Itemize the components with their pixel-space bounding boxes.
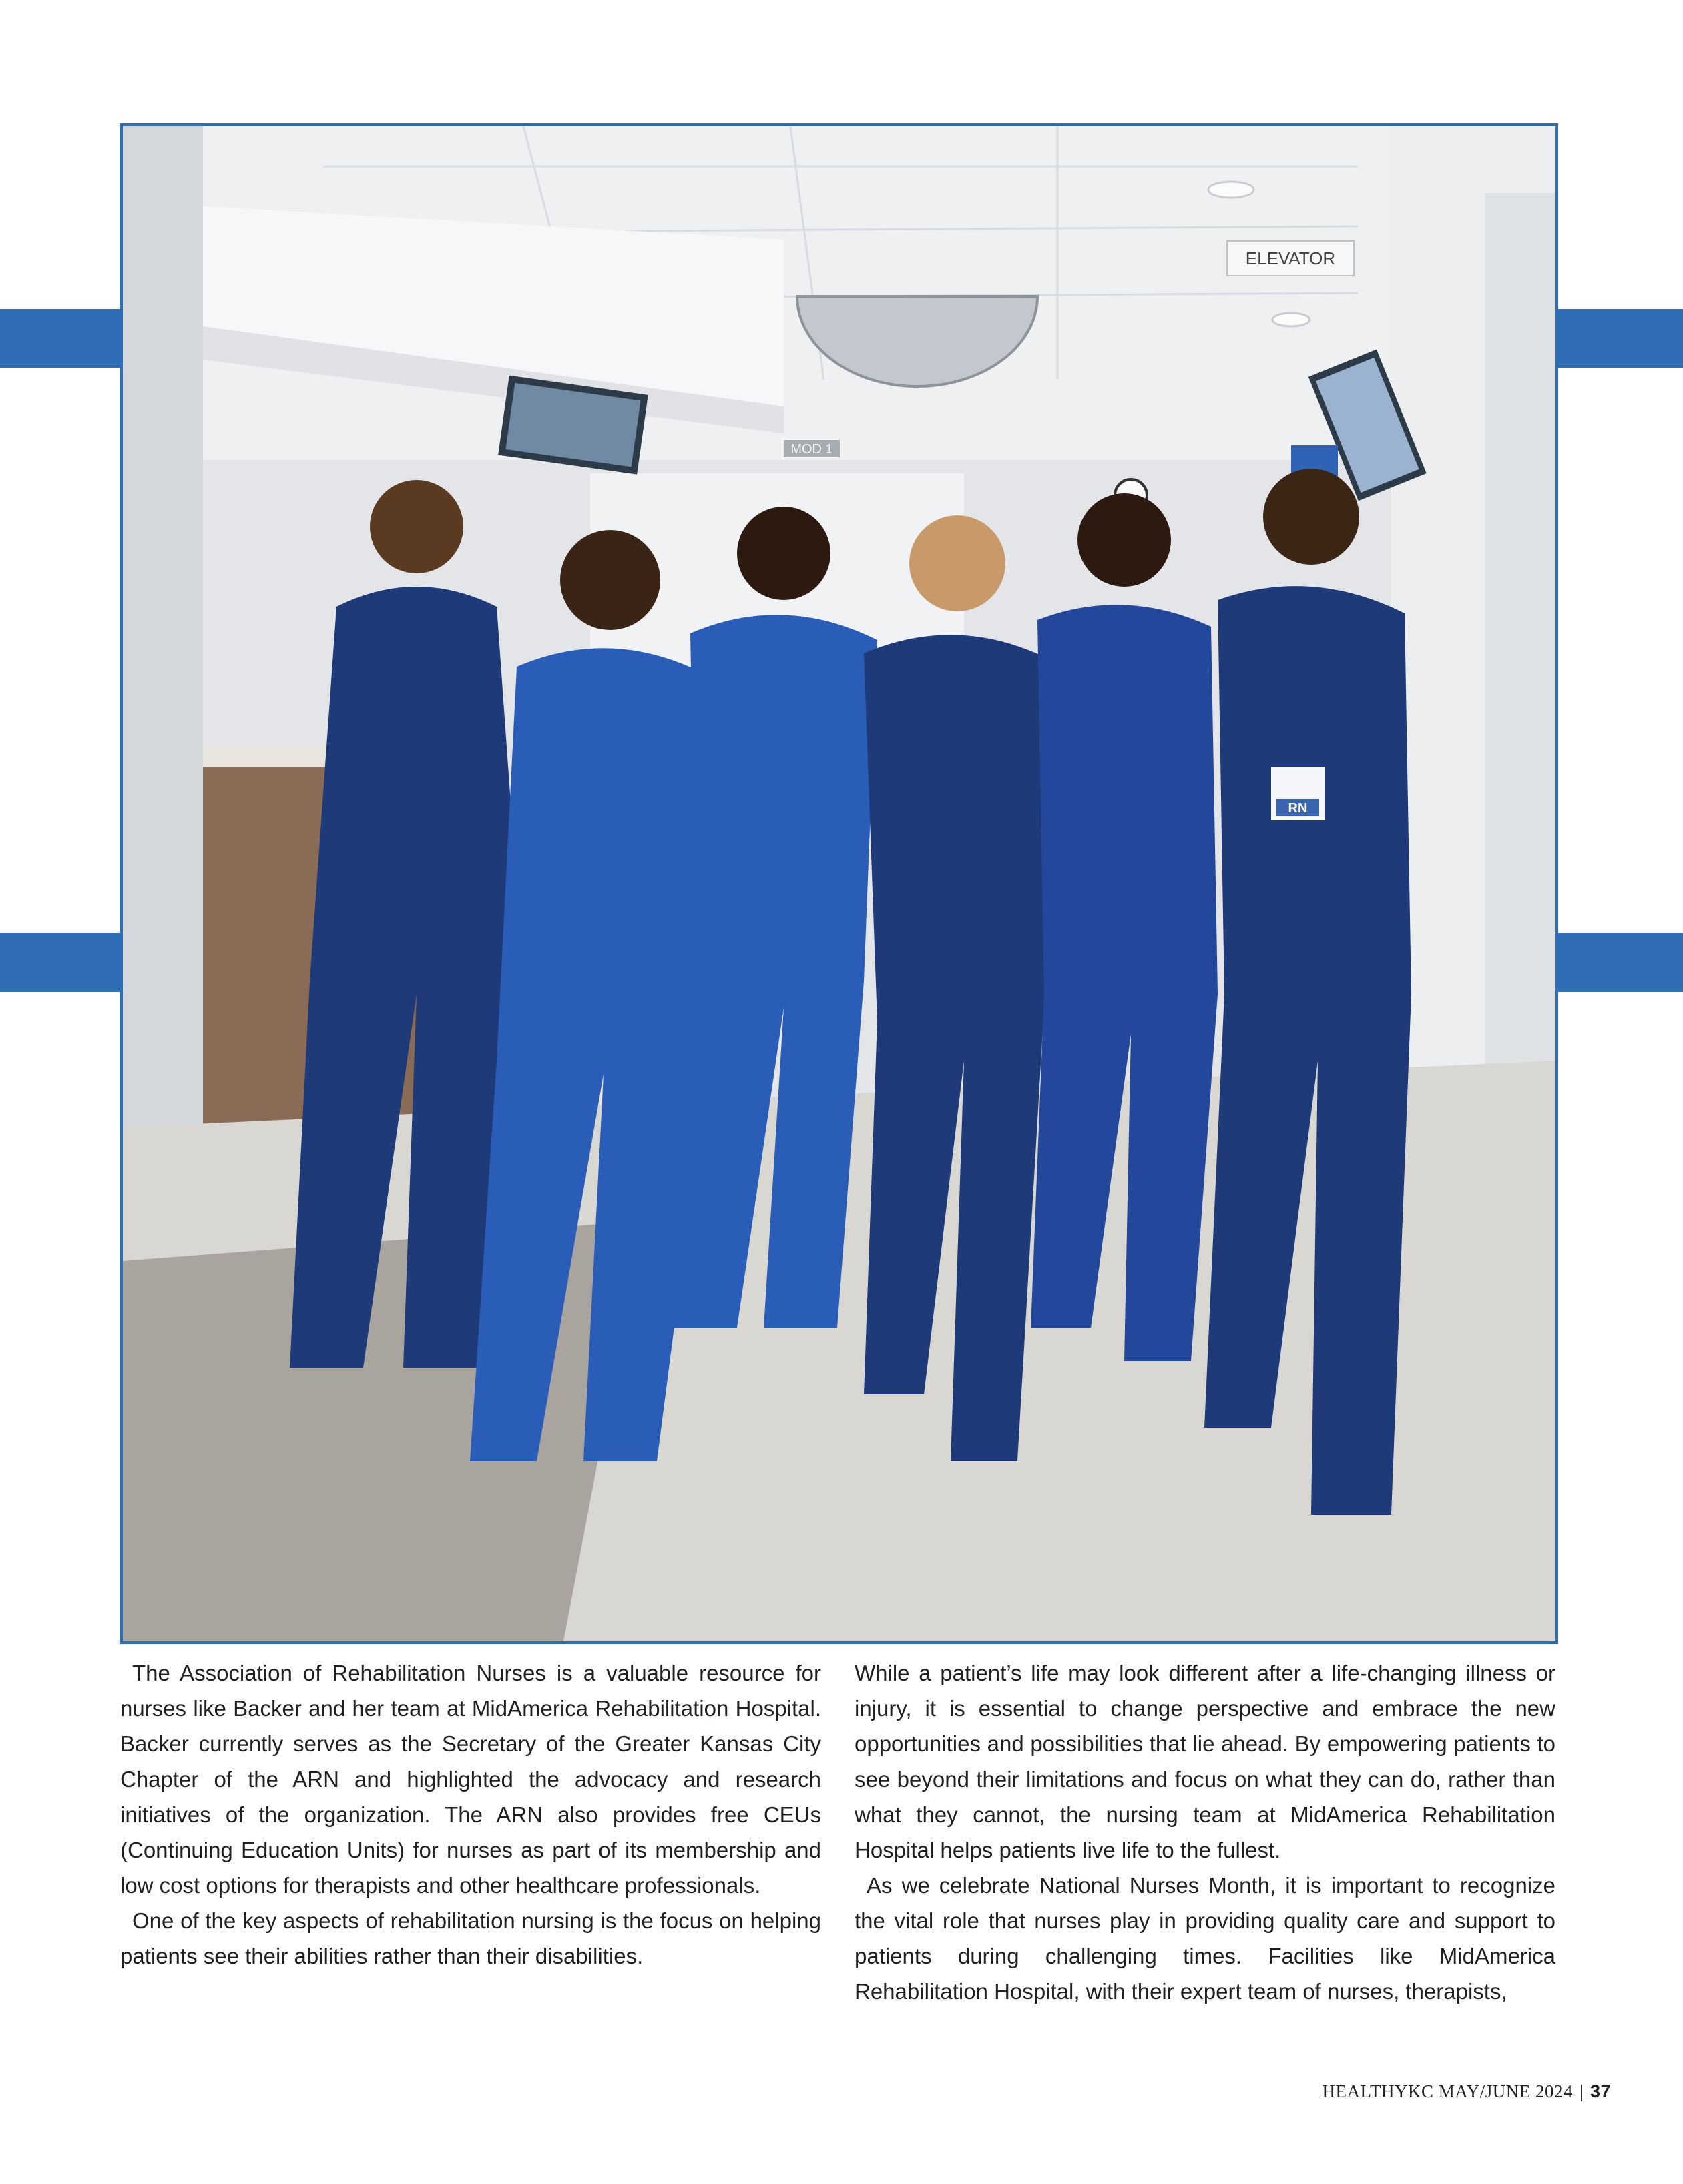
mod-sign: MOD 1: [790, 442, 833, 457]
paragraph: While a patient’s life may look different after a life-changing illness or injury, it is essential to change perspective and embrace the new opportunities and possibilities that lie ahead. By empowering patients to see beyond their limitations and focus on what they can do, rather than what they cannot, the nursing team at MidAmerica Rehabilitation Hospital helps patients live life to the fullest.: [855, 1661, 1555, 1862]
publication-name: HEALTHYKC: [1322, 2081, 1434, 2101]
nurses-team-photo: [120, 123, 1558, 1644]
paragraph: The Association of Rehabilitation Nurses is a valuable resource for nurses like Backer and her team at MidAmerica Rehabilitation Hospital. Backer currently serves as the Secretary of the Greater Kansas City Chapter of the ARN and highlighted the advocacy and research initiatives of the organization. The ARN also provides free CEUs (Continuing Education Units) for nurses as part of its membership and low cost options for therapists and other healthcare professionals.: [120, 1661, 821, 1898]
paragraph: As we celebrate National Nurses Month, it is important to recognize the vital role that nurses play in providing quality care and support to patients during challenging times. Facilities like MidAmerica Rehabilitation Hospital, with their expert team of nurses, therapists,: [855, 1873, 1555, 2004]
article-column-right: [855, 1655, 1555, 2009]
decorative-blue-bar-left-bottom: [0, 933, 120, 992]
nurse-4: [864, 515, 1051, 1461]
decorative-blue-bar-left-top: [0, 309, 120, 368]
issue-date: MAY/JUNE 2024: [1438, 2081, 1574, 2101]
article-column-left: [120, 1655, 821, 2009]
page-number: 37: [1590, 2081, 1611, 2101]
paragraph: One of the key aspects of rehabilitation nursing is the focus on helping patients see their abilities rather than their disabilities.: [120, 1908, 821, 1968]
rn-badge: RN: [1288, 801, 1308, 816]
page-footer: [1323, 2081, 1612, 2102]
elevator-sign: ELEVATOR: [1245, 248, 1336, 268]
nurse-3: [670, 507, 877, 1328]
article-body: [120, 1655, 1555, 2009]
decorative-blue-bar-right-bottom: [1555, 933, 1683, 992]
footer-separator: |: [1580, 2081, 1584, 2101]
decorative-blue-bar-right-top: [1555, 309, 1683, 368]
